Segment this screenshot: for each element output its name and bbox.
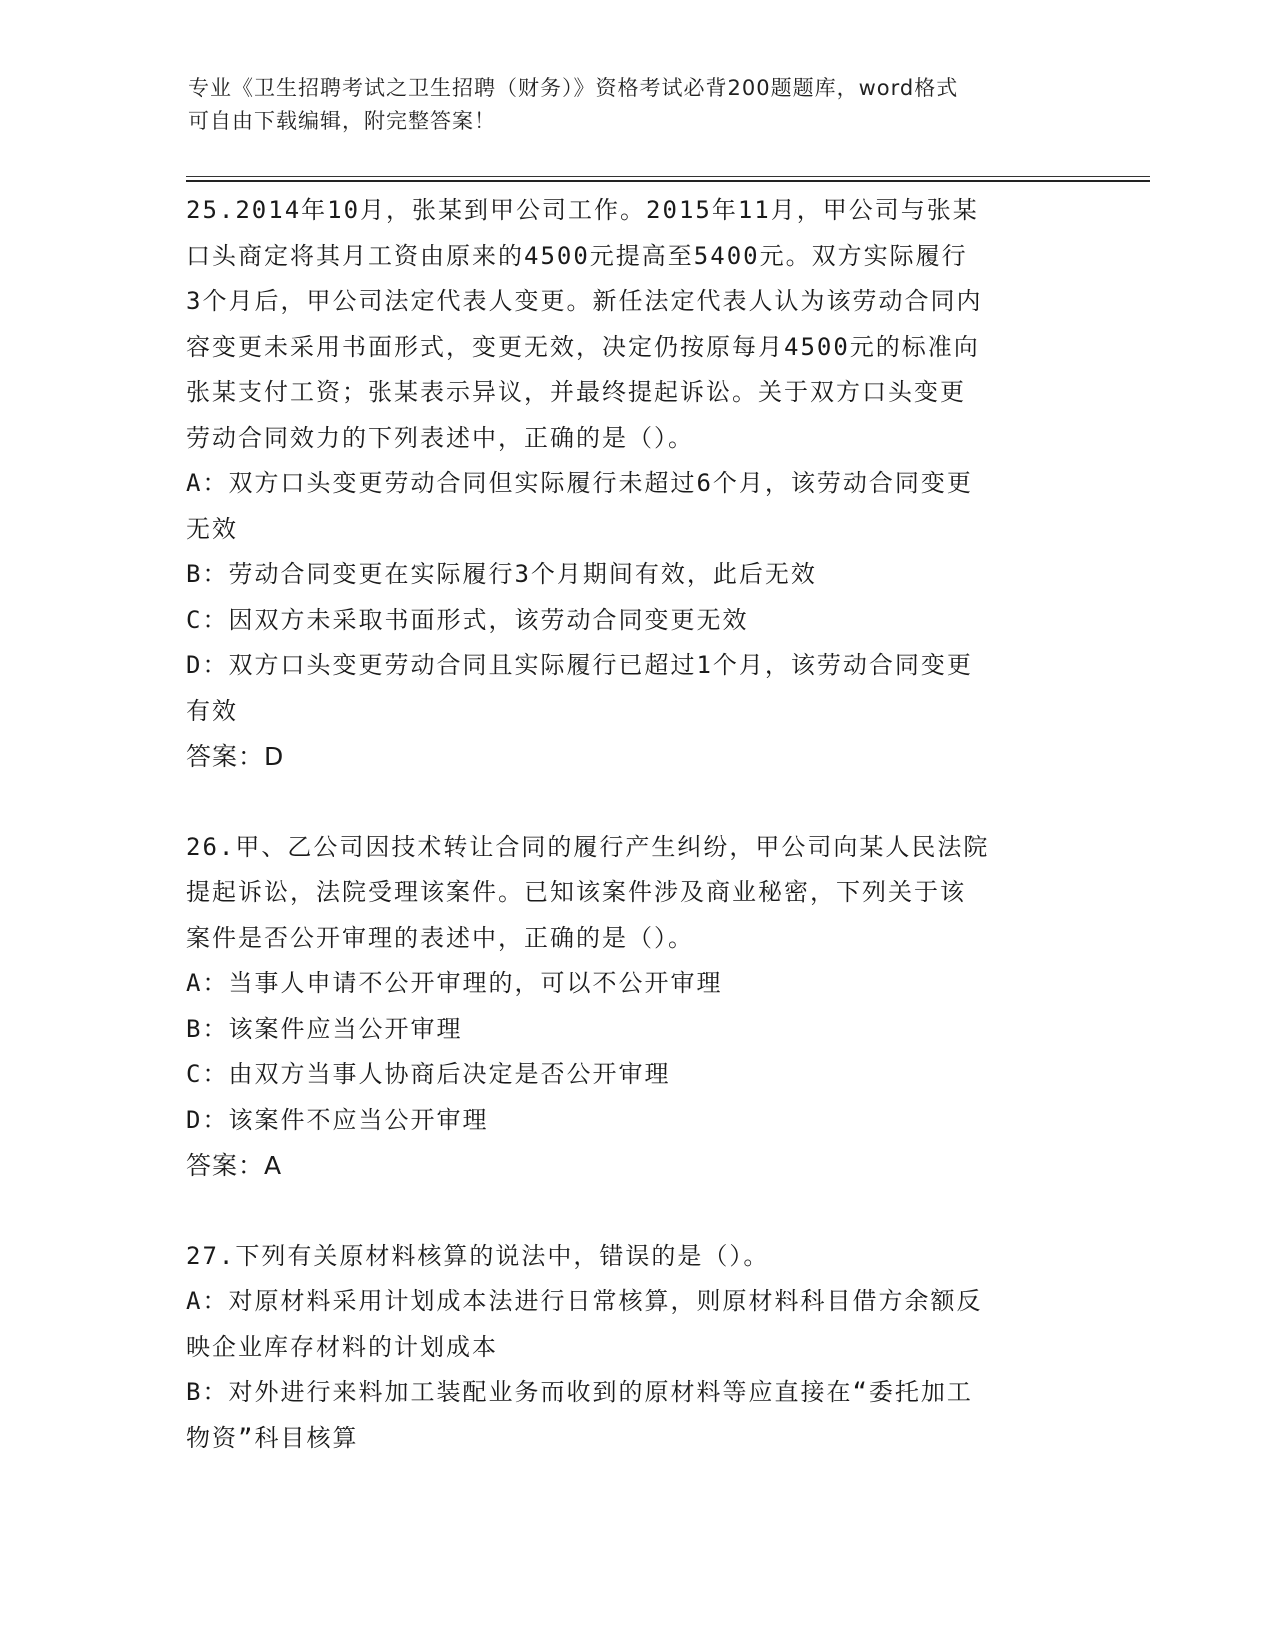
question-stem xyxy=(186,188,1086,461)
option-d xyxy=(186,643,1086,734)
header-divider-thick xyxy=(186,180,1150,182)
option-line: C：因双方未采取书面形式，该劳动合同变更无效 xyxy=(186,605,749,634)
option-line: B：对外进行来料加工装配业务而收到的原材料等应直接在“委托加工 xyxy=(186,1378,973,1406)
stem-line: 3个月后，甲公司法定代表人变更。新任法定代表人认为该劳动合同内 xyxy=(186,287,983,315)
question-stem xyxy=(186,825,1086,962)
question-list xyxy=(186,188,1086,1461)
option-line: 无效 xyxy=(186,514,238,543)
option-line: 物资”科目核算 xyxy=(186,1423,359,1452)
stem-line: 提起诉讼，法院受理该案件。已知该案件涉及商业秘密，下列关于该 xyxy=(186,878,966,906)
option-c xyxy=(186,598,1086,644)
header-line-2: 可自由下载编辑，附完整答案！ xyxy=(188,109,496,133)
stem-line: 劳动合同效力的下列表述中，正确的是（）。 xyxy=(186,423,694,452)
option-b: B：该案件应当公开审理 xyxy=(186,1014,463,1043)
option-line: A：双方口头变更劳动合同但实际履行未超过6个月，该劳动合同变更 xyxy=(186,469,973,497)
question-26 xyxy=(186,825,1086,1189)
answer-label: 答案：A xyxy=(186,1151,283,1180)
header-line-1: 专业《卫生招聘考试之卫生招聘（财务）》资格考试必背200题题库，word格式 xyxy=(188,76,959,100)
question-27 xyxy=(186,1234,1086,1462)
option-line: 有效 xyxy=(186,696,238,725)
stem-line: 案件是否公开审理的表述中，正确的是（）。 xyxy=(186,923,694,952)
answer-label: 答案：D xyxy=(186,742,285,771)
header-divider-thin xyxy=(186,176,1150,177)
question-spacer xyxy=(186,780,1086,825)
question-25 xyxy=(186,188,1086,780)
option-a: A：当事人申请不公开审理的，可以不公开审理 xyxy=(186,969,723,997)
option-line: A：对原材料采用计划成本法进行日常核算，则原材料科目借方余额反 xyxy=(186,1287,983,1315)
document-header xyxy=(188,72,1088,138)
stem-line: 27.下列有关原材料核算的说法中，错误的是（）。 xyxy=(186,1241,770,1270)
stem-line: 口头商定将其月工资由原来的4500元提高至5400元。双方实际履行 xyxy=(186,241,968,270)
option-b xyxy=(186,552,1086,598)
option-b xyxy=(186,1370,1086,1461)
stem-line: 容变更未采用书面形式，变更无效，决定仍按原每月4500元的标准向 xyxy=(186,332,980,361)
option-a xyxy=(186,1279,1086,1370)
option-c: C：由双方当事人协商后决定是否公开审理 xyxy=(186,1060,671,1088)
stem-line: 25.2014年10月，张某到甲公司工作。2015年11月，甲公司与张某 xyxy=(186,196,979,224)
option-d: D：该案件不应当公开审理 xyxy=(186,1105,489,1134)
option-line: 映企业库存材料的计划成本 xyxy=(186,1332,498,1361)
option-line: D：双方口头变更劳动合同且实际履行已超过1个月，该劳动合同变更 xyxy=(186,651,973,679)
option-a xyxy=(186,461,1086,552)
stem-line: 张某支付工资；张某表示异议，并最终提起诉讼。关于双方口头变更 xyxy=(186,378,966,406)
question-spacer xyxy=(186,1189,1086,1234)
stem-line: 26.甲、乙公司因技术转让合同的履行产生纠纷，甲公司向某人民法院 xyxy=(186,832,990,861)
option-line: B：劳动合同变更在实际履行3个月期间有效，此后无效 xyxy=(186,560,817,588)
